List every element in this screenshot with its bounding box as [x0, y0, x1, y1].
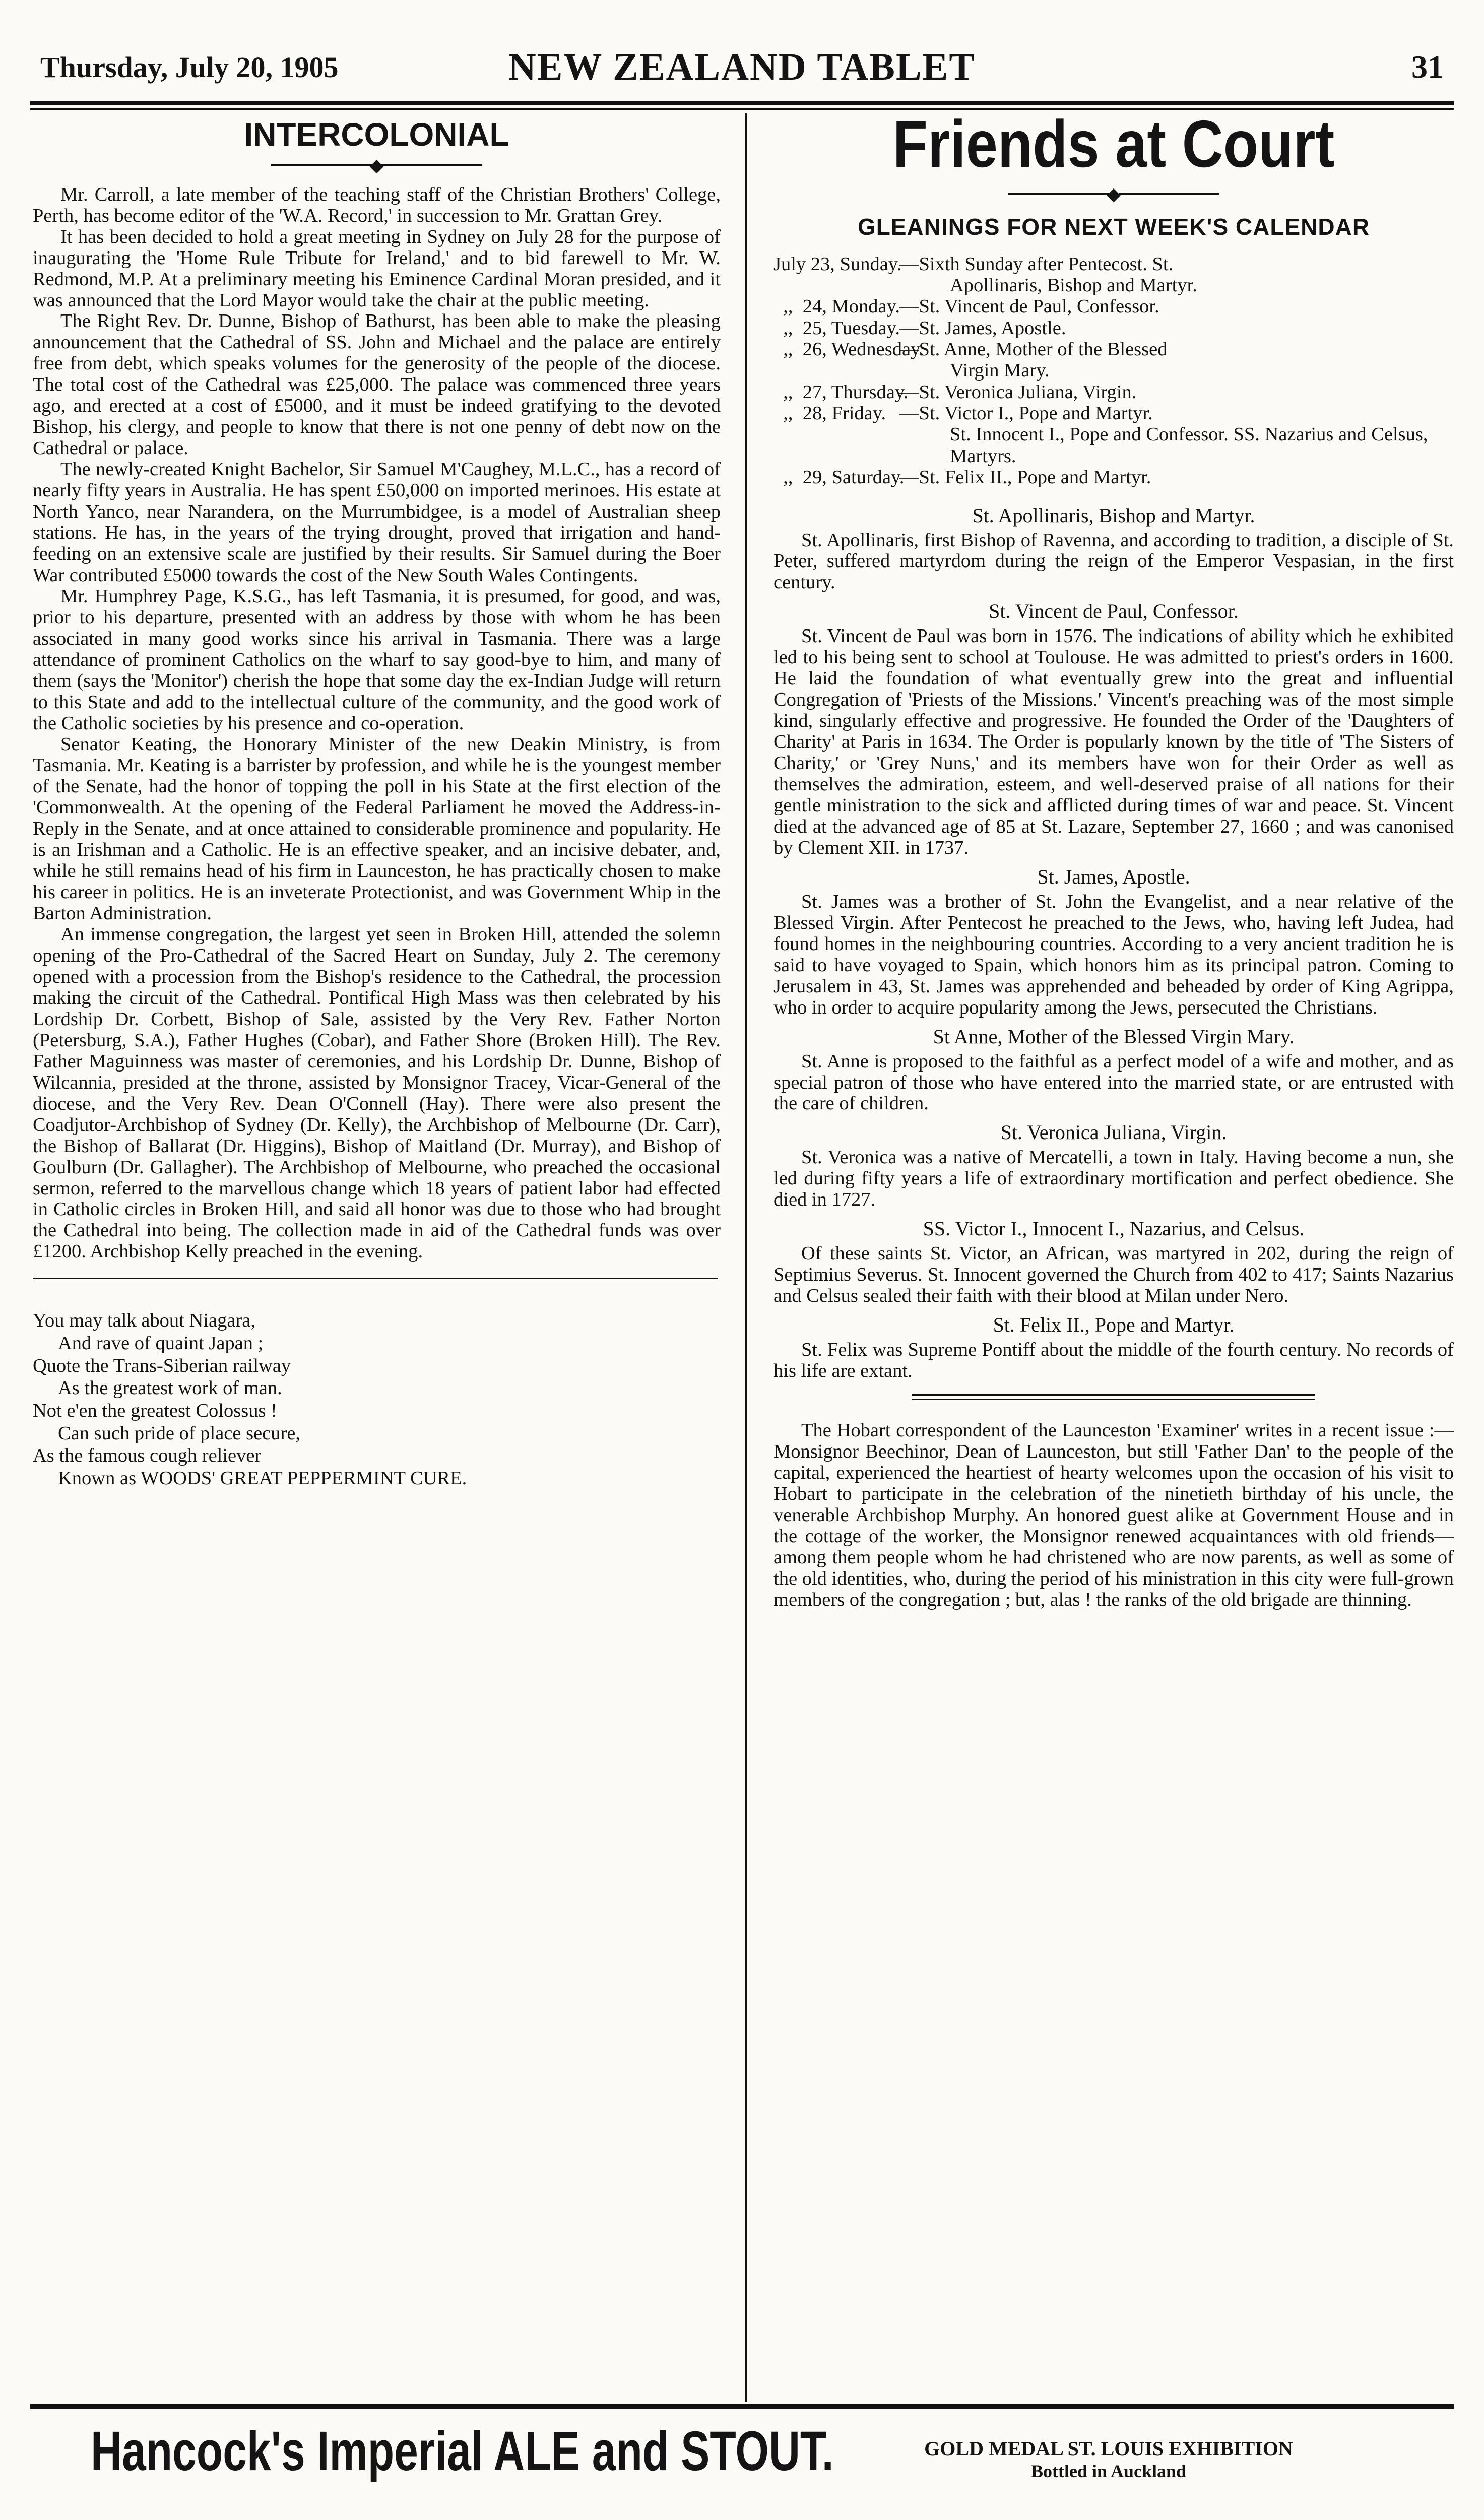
calendar-entry	[773, 403, 1454, 467]
calendar-date: ,, 27, Thursday.	[773, 381, 909, 403]
article-paragraph: It has been decided to hold a great meeting in Sydney on July 28 for the purpose of inaugurating the 'Home Rule Tribute for Ireland,' and to bid farewell to Mr. W. Redmond, M.P. At a preliminary meeting his Eminence Cardinal Moran presided, and it was announced that the Lord Mayor would take the chair at the public meeting.	[33, 226, 721, 311]
article-paragraph: Mr. Humphrey Page, K.S.G., has left Tasmania, it is presumed, for good, and was, prior to his departure, presented with an address by those with whom he has been associated in many good works since his arrival in Tasmania. There was a large attendance of prominent Catholics on the wharf to say good-bye to him, and many of them (says the 'Monitor') cherish the hope that some day the ex-Indian Judge will return to this State and add to the intellectual culture of the community, and the good work of the Catholic societies by his presence and co-operation.	[33, 585, 721, 734]
calendar-entry	[773, 296, 1454, 317]
saint-heading: St. Felix II., Pope and Martyr.	[993, 1313, 1235, 1337]
poem-line: Known as WOODS' GREAT PEPPERMINT CURE.	[58, 1467, 467, 1489]
poem-line: Can such pride of place secure,	[58, 1422, 301, 1444]
calendar-date: ,, 26, Wednesday.	[773, 339, 924, 360]
calendar-text: —Sixth Sunday after Pentecost. St.	[899, 253, 1174, 275]
calendar-text: —St. Veronica Juliana, Virgin.	[899, 381, 1137, 403]
advert-line: Bottled in Auckland	[1030, 2461, 1187, 2482]
issue-date: Thursday, July 20, 1905	[40, 51, 339, 84]
article-paragraph: Mr. Carroll, a late member of the teaching staff of the Christian Brothers' College, Perth, has become editor of the 'W.A. Record,' in succession to Mr. Grattan Grey.	[33, 183, 721, 226]
newspaper-title: NEW ZEALAND TABLET	[508, 46, 976, 88]
calendar-date: ,, 29, Saturday.	[773, 467, 905, 488]
gold-medal-advert	[776, 2437, 1441, 2482]
calendar-date: July 23, Sunday.	[773, 253, 902, 275]
ornament-divider: ◆	[773, 182, 1454, 204]
saint-paragraph: St. James was a brother of St. John the Evangelist, and a near relative of the Blessed Virgin. After Pentecost he preached to the Jews, who, having left Judea, had found homes in the neighbouring countries. According to a very ancient tradition he is said to have voyaged to Spain, which honors him as its principal patron. Coming to Jerusalem in 43, St. James was apprehended and beheaded by order of King Agrippa, who in order to acquire popularity among the Jews, persecuted the Christians.	[773, 891, 1454, 1018]
calendar-cont: Apollinaris, Bishop and Martyr.	[950, 275, 1197, 296]
header-rule	[30, 101, 1454, 105]
saint-paragraph: St. Vincent de Paul was born in 1576. The indications of ability which he exhibited led to his being sent to school at Toulouse. He was admitted to priest's orders in 1600. He laid the foundation of what eventually grew into the great and influential Congregation of 'Priests of the Missions.' Vincent's preaching was of the most simple kind, singularly effective and progressive. He founded the Order of the 'Daughters of Charity' at Paris in 1634. The Order is popularly known by the title of 'The Sisters of Charity,' or 'Grey Nuns,' and its members have won for their Order as well as themselves the admiration, esteem, and well-deserved praise of all nations for their gentle ministration to the sick and afflicted during times of war and peace. St. Vincent died at the advanced age of 85 at St. Lazare, September 27, 1660 ; and was canonised by Clement XII. in 1737.	[773, 625, 1454, 858]
saint-paragraph: St. Apollinaris, first Bishop of Ravenna, and according to tradition, a disciple of St. Peter, suffered martyrdom during the reign of the Emperor Vespasian, in the first century.	[773, 529, 1454, 593]
saint-paragraph: Of these saints St. Victor, an African, was martyred in 202, during the reign of Septimius Severus. St. Innocent governed the Church from 402 to 417; Saints Nazarius and Celsus sealed their faith with their blood at Milan under Nero.	[773, 1243, 1454, 1307]
saint-heading: St. James, Apostle.	[1037, 865, 1190, 888]
friends-at-court-column	[773, 107, 1454, 1611]
hobart-paragraph: The Hobart correspondent of the Launceston 'Examiner' writes in a recent issue :—Monsignor Beechinor, Dean of Launceston, but still 'Father Dan' to the people of the capital, experienced the heartiest of hearty welcomes upon the occasion of his visit to Hobart to participate in the celebration of the ninetieth birthday of his uncle, the venerable Archbishop Murphy. An honored guest alike at Government House and in the cottage of the worker, the Monsignor renewed acquaintances with old friends—among them people whom he had christened who are now parents, as well as some of the old identities, who, during the period of his ministration in this city were full-grown members of the congregation ; but, alas ! the ranks of the old brigade are thinning.	[773, 1420, 1454, 1610]
poem-line: Not e'en the greatest Colossus !	[33, 1400, 277, 1421]
advert-poem	[33, 1309, 721, 1489]
calendar-entry	[773, 318, 1454, 339]
article-paragraph: The Right Rev. Dr. Dunne, Bishop of Bathurst, has been able to make the pleasing announcement that the Cathedral of SS. John and Michael and the palace are entirely free from debt, which speaks volumes for the generosity of the people of the diocese. The total cost of the Cathedral was £25,000. The palace was commenced three years ago, and erected at a cost of £5000, and it must be indeed gratifying to the devoted Bishop, his clergy, and people to know that there is not one penny of debt now on the Cathedral or palace.	[33, 310, 721, 459]
page-header	[30, 45, 1454, 101]
poem-line: You may talk about Niagara,	[33, 1310, 255, 1332]
hancocks-advert: Hancock's Imperial ALE and STOUT.	[91, 2420, 834, 2482]
calendar-entry	[773, 382, 1454, 403]
calendar-entry	[773, 254, 1454, 296]
calendar-list	[773, 254, 1454, 488]
intercolonial-column	[33, 111, 721, 1490]
article-paragraph: An immense congregation, the largest yet seen in Broken Hill, attended the solemn opening of the Pro-Cathedral of the Sacred Heart on Sunday, July 2. The ceremony opened with a procession from the Bishop's residence to the Cathedral, the procession making the circuit of the Cathedral. Pontifical High Mass was then celebrated by his Lordship Dr. Corbett, Bishop of Sale, assisted by the Very Rev. Father Norton (Petersburg, S.A.), Father Hughes (Cobar), and Father Shore (Broken Hill). The Rev. Father Maguinness was master of ceremonies, and his Lordship Dr. Dunne, Bishop of Wilcannia, presided at the throne, assisted by Monsignor Tracey, Vicar-General of the diocese, and the Very Rev. Dean O'Connell (Hay). There were also present the Coadjutor-Archbishop of Sydney (Dr. Kelly), the Archbishop of Melbourne (Dr. Carr), the Bishop of Ballarat (Dr. Higgins), Bishop of Maitland (Dr. Murray), and Bishop of Goulburn (Dr. Gallagher). The Archbishop of Melbourne, who preached the occasional sermon, referred to the marvellous change which 18 years of patient labor had effected in Catholic circles in Broken Hill, and said all honor was due to those who had brought the Cathedral into being. The collection made in aid of the Cathedral funds was over £1200. Archbishop Kelly preached in the evening.	[33, 924, 721, 1263]
calendar-subhead: GLEANINGS FOR NEXT WEEK'S CALENDAR	[857, 213, 1370, 240]
calendar-cont: Virgin Mary.	[950, 360, 1050, 382]
calendar-text: —St. Victor I., Pope and Martyr.	[899, 403, 1153, 424]
calendar-text: —St. Vincent de Paul, Confessor.	[899, 296, 1159, 318]
saint-heading: St. Vincent de Paul, Confessor.	[989, 600, 1239, 623]
saint-paragraph: St. Anne is proposed to the faithful as a perfect model of a wife and mother, and as special patron of those who have entered into the married state, or are entrusted with the care of children.	[773, 1050, 1454, 1114]
calendar-date: ,, 24, Monday.	[773, 296, 900, 318]
advert-line: GOLD MEDAL ST. LOUIS EXHIBITION	[924, 2437, 1293, 2460]
article-paragraph: The newly-created Knight Bachelor, Sir Samuel M'Caughey, M.L.C., has a record of nearly fifty years in Australia. He has spent £50,000 on imported merinoes. His estate at North Yanco, near Narandera, on the Murrumbidgee, is a model of Australian sheep stations. He has, in the years of the trying drought, proved that irrigation and hand-feeding on an extensive scale are justified by their results. Sir Samuel during the Boer War contributed £5000 towards the cost of the New South Wales Contingents.	[33, 459, 721, 586]
footer-rule	[30, 2404, 1454, 2409]
page-number: 31	[1411, 49, 1444, 85]
saint-heading: SS. Victor I., Innocent I., Nazarius, and Celsus.	[923, 1217, 1305, 1240]
calendar-date: ,, 25, Tuesday.	[773, 317, 900, 339]
calendar-cont: St. Innocent I., Pope and Confessor. SS. Nazarius and Celsus, Martyrs.	[950, 424, 1428, 467]
saint-heading: St. Veronica Juliana, Virgin.	[1000, 1121, 1227, 1144]
saint-paragraph: St. Felix was Supreme Pontiff about the middle of the fourth century. No records of his life are extant.	[773, 1339, 1454, 1382]
ornament-divider: ◆	[33, 153, 721, 175]
saint-heading: St Anne, Mother of the Blessed Virgin Mary.	[933, 1025, 1295, 1048]
column-title: Friends at Court	[892, 107, 1335, 181]
calendar-entry	[773, 339, 1454, 382]
calendar-date: ,, 28, Friday.	[773, 403, 886, 424]
saint-paragraph: St. Veronica was a native of Mercatelli, a town in Italy. Having become a nun, she led during fifty years a life of extraordinary mortification and perfect obedience. She died in 1727.	[773, 1147, 1454, 1211]
saint-heading: St. Apollinaris, Bishop and Martyr.	[972, 503, 1255, 527]
poem-line: As the famous cough reliever	[33, 1445, 262, 1467]
poem-line: Quote the Trans-Siberian railway	[33, 1355, 291, 1376]
article-paragraph: Senator Keating, the Honorary Minister of the new Deakin Ministry, is from Tasmania. Mr. Keating is a barrister by profession, and while he is the youngest member of the Senate, had the honor of topping the poll in his State at the first election of the 'Commonwealth. At the opening of the Federal Parliament he moved the Address-in-Reply in the Senate, and at once attained to considerable prominence and popularity. He is an Irishman and a Catholic. He is an effective speaker, and an incisive debater, and, while he still remains head of his firm in Launceston, he has practically chosen to make his career in politics. He is an inveterate Protectionist, and was Government Whip in the Barton Administration.	[33, 733, 721, 924]
column-divider	[745, 113, 747, 2402]
section-title: INTERCOLONIAL	[244, 116, 509, 153]
calendar-text: —St. Felix II., Pope and Martyr.	[899, 467, 1151, 488]
section-rule	[912, 1394, 1315, 1400]
calendar-text: —St. Anne, Mother of the Blessed	[899, 339, 1168, 360]
poem-line: And rave of quaint Japan ;	[58, 1333, 264, 1354]
calendar-entry	[773, 467, 1454, 488]
calendar-text: —St. James, Apostle.	[899, 317, 1066, 339]
end-rule	[33, 1278, 718, 1279]
poem-line: As the greatest work of man.	[58, 1377, 282, 1399]
